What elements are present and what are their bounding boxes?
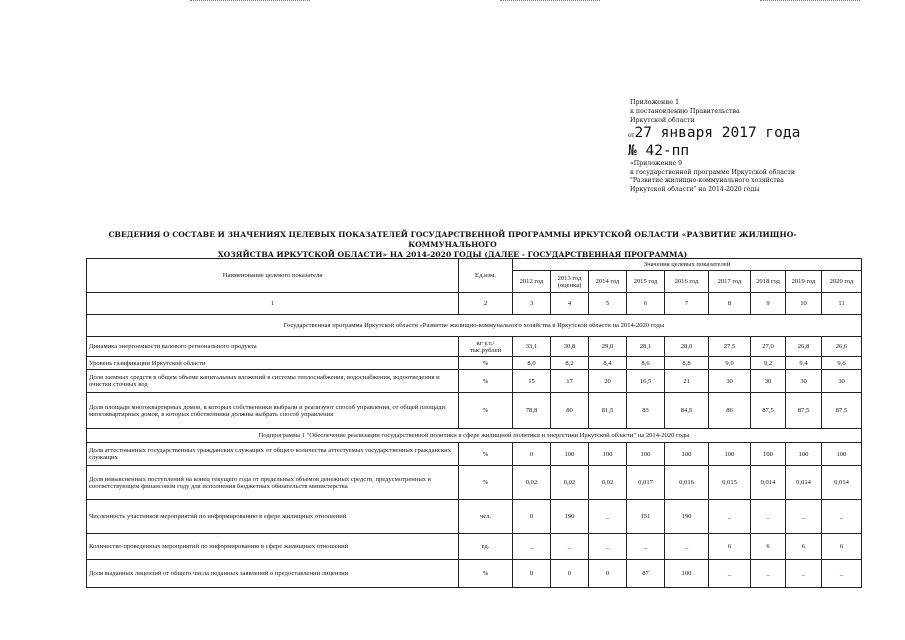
value-cell: 21 bbox=[665, 370, 709, 393]
header-year: 2018 год bbox=[751, 271, 786, 293]
column-number: 10 bbox=[786, 293, 822, 315]
indicator-unit: % bbox=[459, 370, 513, 393]
value-cell: 20 bbox=[589, 370, 627, 393]
value-cell: 6 bbox=[786, 534, 822, 560]
value-cell: _ bbox=[822, 560, 862, 588]
value-cell: 26,6 bbox=[822, 337, 862, 357]
indicator-name: Уровень газификации Иркутской области bbox=[87, 357, 459, 370]
date-prefix: от bbox=[628, 131, 635, 139]
section-row: Подпрограмма 1 "Обеспечение реализации государственной политики в сфере жилищной политики и энергетики Иркутской области" на 2014-2020 годы bbox=[87, 429, 862, 443]
value-cell: 0 bbox=[513, 560, 551, 588]
indicator-name: Численность участников мероприятий по информированию в сфере жилищных отношений bbox=[87, 500, 459, 534]
value-cell: 26,8 bbox=[786, 337, 822, 357]
indicator-name: Количество проведенных мероприятий по информированию в сфере жилищных отношений bbox=[87, 534, 459, 560]
indicators-table bbox=[86, 258, 862, 588]
value-cell: 0,02 bbox=[589, 466, 627, 500]
value-cell: 6 bbox=[709, 534, 751, 560]
value-cell: 100 bbox=[822, 443, 862, 466]
value-cell: 100 bbox=[786, 443, 822, 466]
value-cell: 28,1 bbox=[627, 337, 665, 357]
column-number: 4 bbox=[551, 293, 589, 315]
section-row: Государственная программа Иркутской области «Развитие жилищно-коммунального хозяйства в Иркутской области на 2014-2020 годы bbox=[87, 315, 862, 337]
value-cell: _ bbox=[513, 534, 551, 560]
value-cell: 100 bbox=[551, 443, 589, 466]
column-number: 1 bbox=[87, 293, 459, 315]
value-cell: 78,8 bbox=[513, 393, 551, 429]
value-cell: 83 bbox=[627, 393, 665, 429]
date-value: 27 января 2017 года bbox=[634, 125, 801, 141]
column-number: 9 bbox=[751, 293, 786, 315]
value-cell: 0,02 bbox=[551, 466, 589, 500]
annex-line: Иркутской области bbox=[630, 117, 695, 124]
annex-line: к государственной программе Иркутской области bbox=[630, 168, 795, 176]
value-cell: 190 bbox=[551, 500, 589, 534]
value-cell: 28,0 bbox=[665, 337, 709, 357]
indicator-name: Доля заемных средств в общем объеме капитальных вложений в системы теплоснабжения, водоснабжения, водоотведения и очистки сточных вод bbox=[87, 370, 459, 393]
indicator-name: Динамика энергоемкости валового регионального продукта bbox=[87, 337, 459, 357]
value-cell: 16,5 bbox=[627, 370, 665, 393]
header-unit: Ед.изм. bbox=[459, 259, 513, 293]
value-cell: 30 bbox=[786, 370, 822, 393]
value-cell: _ bbox=[751, 500, 786, 534]
annex-line: "Развитие жилищно-коммунального хозяйства bbox=[630, 177, 784, 184]
header-name: Наименование целевого показателя bbox=[87, 259, 459, 293]
value-cell: 0,014 bbox=[822, 466, 862, 500]
scan-edge bbox=[500, 0, 600, 3]
column-number: 7 bbox=[665, 293, 709, 315]
value-cell: 100 bbox=[665, 443, 709, 466]
title-line-2: ХОЗЯЙСТВА ИРКУТСКОЙ ОБЛАСТИ» НА 2014-2020 ГОДЫ (ДАЛЕЕ - ГОСУДАРСТВЕННАЯ ПРОГРАММА) bbox=[217, 250, 688, 259]
indicator-unit: % bbox=[459, 466, 513, 500]
indicator-unit: % bbox=[459, 393, 513, 429]
indicator-name: Доля площади многоквартирных домов, в которых собственники выбрали и реализуют способ управления, от общей площади многоквартирных домов, в которых собственники должны выбрать способ управления bbox=[87, 393, 459, 429]
table-row bbox=[87, 370, 862, 393]
indicator-unit: ед. bbox=[459, 534, 513, 560]
annex-line: к постановлению Правительства bbox=[630, 108, 740, 115]
table-row bbox=[87, 337, 862, 357]
indicator-name: Доля аттестованных государственных гражданских служащих от общего количества аттестуемых государственных гражданских служащих bbox=[87, 443, 459, 466]
value-cell: 8,8 bbox=[665, 357, 709, 370]
value-cell: 0,014 bbox=[751, 466, 786, 500]
value-cell: 8,2 bbox=[551, 357, 589, 370]
value-cell: 84,5 bbox=[665, 393, 709, 429]
column-number: 2 bbox=[459, 293, 513, 315]
value-cell: _ bbox=[709, 560, 751, 588]
value-cell: 0,015 bbox=[709, 466, 751, 500]
value-cell: _ bbox=[751, 560, 786, 588]
value-cell: 0 bbox=[589, 560, 627, 588]
header-year: 2016 год bbox=[665, 271, 709, 293]
value-cell: 100 bbox=[709, 443, 751, 466]
column-number: 8 bbox=[709, 293, 751, 315]
header-year: 2014 год bbox=[589, 271, 627, 293]
value-cell: 87,5 bbox=[822, 393, 862, 429]
value-cell: 9,0 bbox=[709, 357, 751, 370]
value-cell: 17 bbox=[551, 370, 589, 393]
value-cell: 0,02 bbox=[513, 466, 551, 500]
annex-block bbox=[630, 98, 870, 125]
annex-line: Приложение 1 bbox=[630, 99, 680, 106]
column-number: 11 bbox=[822, 293, 862, 315]
document-title bbox=[85, 230, 820, 260]
value-cell: 15 bbox=[513, 370, 551, 393]
annex-line: Иркутской области" на 2014-2020 годы bbox=[630, 185, 760, 193]
table-row bbox=[87, 560, 862, 588]
value-cell: 0,014 bbox=[786, 466, 822, 500]
table-row bbox=[87, 393, 862, 429]
value-cell: 190 bbox=[665, 500, 709, 534]
annex-line: «Приложение 9 bbox=[630, 160, 683, 167]
value-cell: _ bbox=[589, 534, 627, 560]
value-cell: 0,016 bbox=[665, 466, 709, 500]
header-year: 2012 год bbox=[513, 271, 551, 293]
value-cell: 151 bbox=[627, 500, 665, 534]
value-cell: 81,5 bbox=[589, 393, 627, 429]
value-cell: 100 bbox=[589, 443, 627, 466]
value-cell: 8,4 bbox=[589, 357, 627, 370]
value-cell: 87,5 bbox=[786, 393, 822, 429]
indicator-unit: % bbox=[459, 560, 513, 588]
value-cell: 0 bbox=[513, 443, 551, 466]
header-year: 2015 год bbox=[627, 271, 665, 293]
value-cell: 6 bbox=[822, 534, 862, 560]
indicator-unit: чел. bbox=[459, 500, 513, 534]
value-cell: 87 bbox=[627, 560, 665, 588]
header-year: 2017 год bbox=[709, 271, 751, 293]
value-cell: 0 bbox=[551, 560, 589, 588]
value-cell: _ bbox=[786, 500, 822, 534]
value-cell: 27,5 bbox=[709, 337, 751, 357]
table-row bbox=[87, 500, 862, 534]
column-number: 6 bbox=[627, 293, 665, 315]
value-cell: 80 bbox=[551, 393, 589, 429]
indicator-name: Доля невыясненных поступлений на конец текущего года от предельных объемов денежных средств, предусмотренных в соответствующем финансовом году для исполнения бюджетных обязательств министерства bbox=[87, 466, 459, 500]
value-cell: 27,0 bbox=[751, 337, 786, 357]
value-cell: 100 bbox=[665, 560, 709, 588]
value-cell: _ bbox=[551, 534, 589, 560]
resolution-date bbox=[628, 125, 800, 141]
resolution-number: № 42-пп bbox=[628, 143, 690, 159]
value-cell: _ bbox=[709, 500, 751, 534]
table-row bbox=[87, 357, 862, 370]
value-cell: _ bbox=[786, 560, 822, 588]
value-cell: _ bbox=[822, 500, 862, 534]
value-cell: _ bbox=[589, 500, 627, 534]
indicator-unit: % bbox=[459, 443, 513, 466]
value-cell: 8,6 bbox=[627, 357, 665, 370]
title-line-1: СВЕДЕНИЯ О СОСТАВЕ И ЗНАЧЕНИЯХ ЦЕЛЕВЫХ ПОКАЗАТЕЛЕЙ ГОСУДАРСТВЕННОЙ ПРОГРАММЫ ИРКУТСКОЙ ОБЛАСТИ «РАЗВИТИЕ ЖИЛИЩНО-КОММУНАЛЬНОГО bbox=[108, 230, 797, 249]
value-cell: 33,1 bbox=[513, 337, 551, 357]
table-row bbox=[87, 466, 862, 500]
value-cell: 29,0 bbox=[589, 337, 627, 357]
value-cell: 9,6 bbox=[822, 357, 862, 370]
value-cell: 86 bbox=[709, 393, 751, 429]
value-cell: 0 bbox=[513, 500, 551, 534]
indicator-name: Доля выданных лицензий от общего числа поданных заявлений о предоставлении лицензии bbox=[87, 560, 459, 588]
header-year: 2020 год bbox=[822, 271, 862, 293]
header-values-group: Значения целевых показателей bbox=[513, 259, 862, 271]
value-cell: 30 bbox=[751, 370, 786, 393]
value-cell: 6 bbox=[751, 534, 786, 560]
value-cell: _ bbox=[627, 534, 665, 560]
indicator-unit: кг у.т./ тыс.рублей bbox=[459, 337, 513, 357]
scan-edge bbox=[760, 0, 860, 3]
indicator-unit: % bbox=[459, 357, 513, 370]
scan-edge bbox=[190, 0, 310, 3]
value-cell: 30 bbox=[822, 370, 862, 393]
value-cell: 8,0 bbox=[513, 357, 551, 370]
table-row bbox=[87, 443, 862, 466]
value-cell: 9,2 bbox=[751, 357, 786, 370]
column-number: 5 bbox=[589, 293, 627, 315]
value-cell: 87,5 bbox=[751, 393, 786, 429]
table-row bbox=[87, 534, 862, 560]
value-cell: _ bbox=[665, 534, 709, 560]
header-year: 2019 год bbox=[786, 271, 822, 293]
column-number: 3 bbox=[513, 293, 551, 315]
annex-block-2 bbox=[630, 160, 890, 194]
value-cell: 30 bbox=[709, 370, 751, 393]
value-cell: 100 bbox=[751, 443, 786, 466]
value-cell: 9,4 bbox=[786, 357, 822, 370]
header-year: 2013 год (оценка) bbox=[551, 271, 589, 293]
value-cell: 0,017 bbox=[627, 466, 665, 500]
value-cell: 100 bbox=[627, 443, 665, 466]
value-cell: 30,8 bbox=[551, 337, 589, 357]
